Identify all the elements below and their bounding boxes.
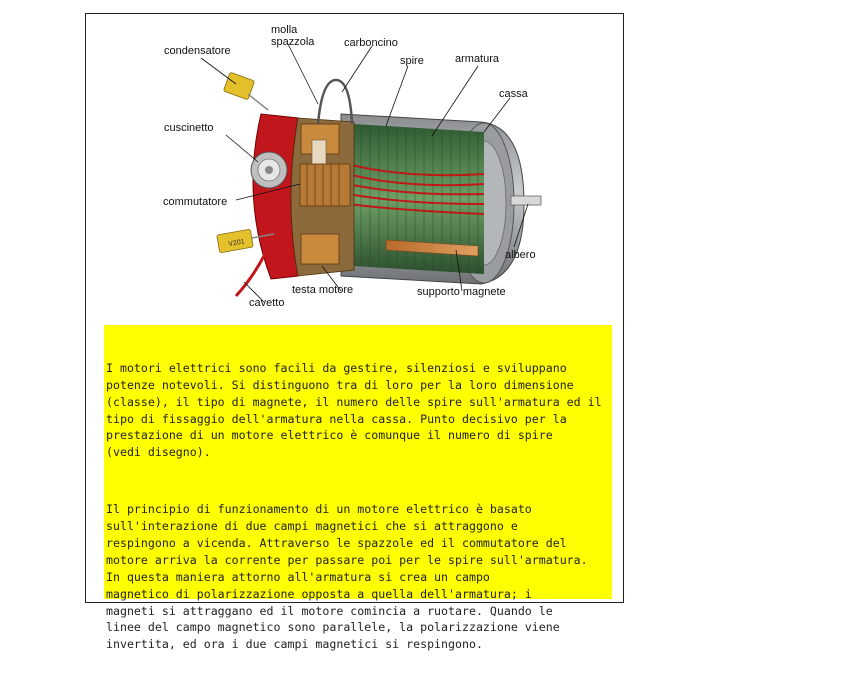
- capacitor-marking: V201: [227, 238, 246, 249]
- capacitor-top: [223, 72, 268, 110]
- paragraph-intro: I motori elettrici sono facili da gestire, silenziosi e sviluppano potenze notevoli. Si distinguono tra di loro per la loro dimensione (classe), il tipo di magnete, il numero delle spire sull'armatura ed il tipo di fissaggio dell'armatura nella cassa. Punto decisivo per la prestazione di un motore elettrico è comunque il numero di spire (vedi disegno).: [106, 360, 602, 460]
- motor-illustration: [86, 14, 625, 329]
- paragraph-principle: Il principio di funzionamento di un motore elettrico è basato sull'interazione di due campi magnetici che si attraggono e respingono a vicenda. Attraverso le spazzole ed il commutatore del motore arriva la corrente per passare poi per le spire sull'armatura. In questa maniera attorno all'armatura si crea un campo magnetico di polarizzazione opposta a quella dell'armatura; i magneti si attraggano ed il motore comincia a ruotare. Quando le linee del campo magnetico sono parallele, la polarizzazione viene invertita, ed ora i due campi magnetici si respingono.: [106, 502, 588, 652]
- description-box: [104, 325, 612, 652]
- label-cassa: cassa: [499, 88, 528, 100]
- label-testa-motore: testa motore: [292, 284, 354, 296]
- motor-head: [253, 114, 354, 279]
- label-spire: spire: [400, 55, 424, 67]
- document-frame: [85, 13, 624, 652]
- label-commutatore: commutatore: [163, 196, 228, 208]
- bearing: [251, 152, 287, 188]
- label-albero: albero: [505, 249, 536, 261]
- label-condensatore: condensatore: [164, 45, 231, 57]
- label-armatura: armatura: [455, 53, 500, 65]
- label-cavetto: cavetto: [249, 297, 285, 309]
- label-carboncino: carboncino: [344, 37, 398, 49]
- label-molla-spazzola: molla spazzola: [271, 24, 315, 48]
- label-cuscinetto: cuscinetto: [164, 122, 214, 134]
- label-supporto-magnete: supporto magnete: [417, 286, 506, 298]
- shaft: [511, 196, 541, 205]
